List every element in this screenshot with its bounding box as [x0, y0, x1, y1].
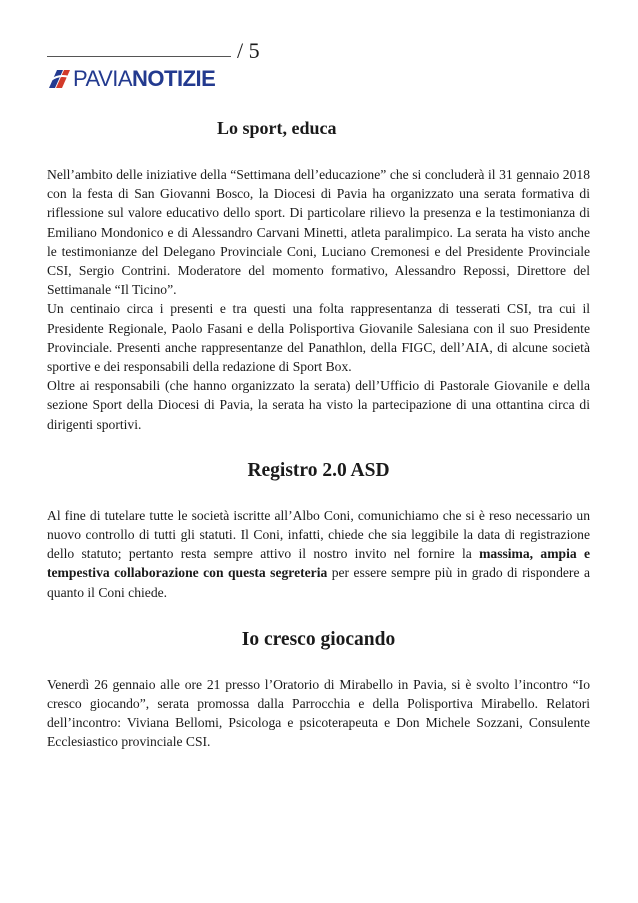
article-title: Lo sport, educa — [217, 118, 337, 138]
newsletter-body — [47, 114, 590, 752]
paragraph-text: Al fine di tutelare tutte le società iscritte all’Albo Coni, comunichiamo che si è reso necessario un nuovo controllo di tutti gli statuti. Il Coni, infatti, chiede che sia leggibile la data di registrazione dello statuto; pertanto resta sempre attivo il nostro invito nel fornire la — [47, 507, 590, 562]
article-lo-sport-educa — [47, 114, 590, 434]
article-paragraph: Un centinaio circa i presenti e tra questi una folta rappresentanza di tesserati CSI, tra cui il Presidente Regionale, Paolo Fasani e della Polisportiva Giovanile Salesiana con il suo Presidente Provinciale. Presenti anche rappresentanze del Panathlon, della FIGC, dell’AIA, di alcune società sportive e dei responsabili della redazione di Sport Box. — [47, 301, 590, 375]
paragraph-bold-text: massima, ampia e tempestiva collaborazione con questa segreteria — [47, 546, 590, 581]
page-header — [47, 38, 587, 91]
header-rule — [47, 56, 231, 57]
article-registro-asd — [47, 457, 590, 602]
csi-pavia-notizie-logo — [47, 65, 215, 93]
article-title: Io cresco giocando — [241, 628, 396, 650]
article-title: Registro 2.0 ASD — [247, 459, 390, 481]
paragraph-text: per essere sempre più in grado di rispondere a quanto il Coni chiede. — [47, 565, 590, 600]
csi-logo-mark-icon — [47, 68, 71, 90]
logo-notizie-text: NOTIZIE — [132, 66, 216, 91]
article-paragraph — [47, 506, 590, 602]
article-paragraph: Nell’ambito delle iniziative della “Settimana dell’educazione” che si concluderà il 31 gennaio 2018 con la festa di San Giovanni Bosco, la Diocesi di Pavia ha organizzato una serata formativa di riflessione sul valore educativo dello sport. Di particolare rilievo la presenza e la testimonianza di Emiliano Mondonico e di Alessandro Carvani Minetti, atleta paralimpico. La serata ha visto anche le testimonianze del Delegano Provinciale Coni, Luciano Cremonesi e del Presidente Provinciale CSI, Sergio Contrini. Moderatore del momento formativo, Alessandro Repossi, Direttore del Settimanale “Il Ticino”. — [47, 167, 590, 298]
article-paragraph: Venerdì 26 gennaio alle ore 21 presso l’Oratorio di Mirabello in Pavia, si è svolto l’incontro “Io cresco giocando”, serata promossa dalla Parrocchia e della Polisportiva Mirabello. Relatori dell’incontro: Viviana Bellomi, Psicologa e psicoterapeuta e Don Michele Sozzani, Consulente Ecclesiastico provinciale CSI. — [47, 676, 590, 750]
logo-pavia-text: PAVIA — [73, 66, 133, 91]
article-paragraph: Oltre ai responsabili (che hanno organizzato la serata) dell’Ufficio di Pastorale Giovanile e della sezione Sport della Diocesi di Pavia, la serata ha visto la partecipazione di una ottantina circa di dirigenti sportivi. — [47, 378, 590, 432]
page-number: / 5 — [237, 38, 260, 63]
article-io-cresco-giocando — [47, 626, 590, 752]
